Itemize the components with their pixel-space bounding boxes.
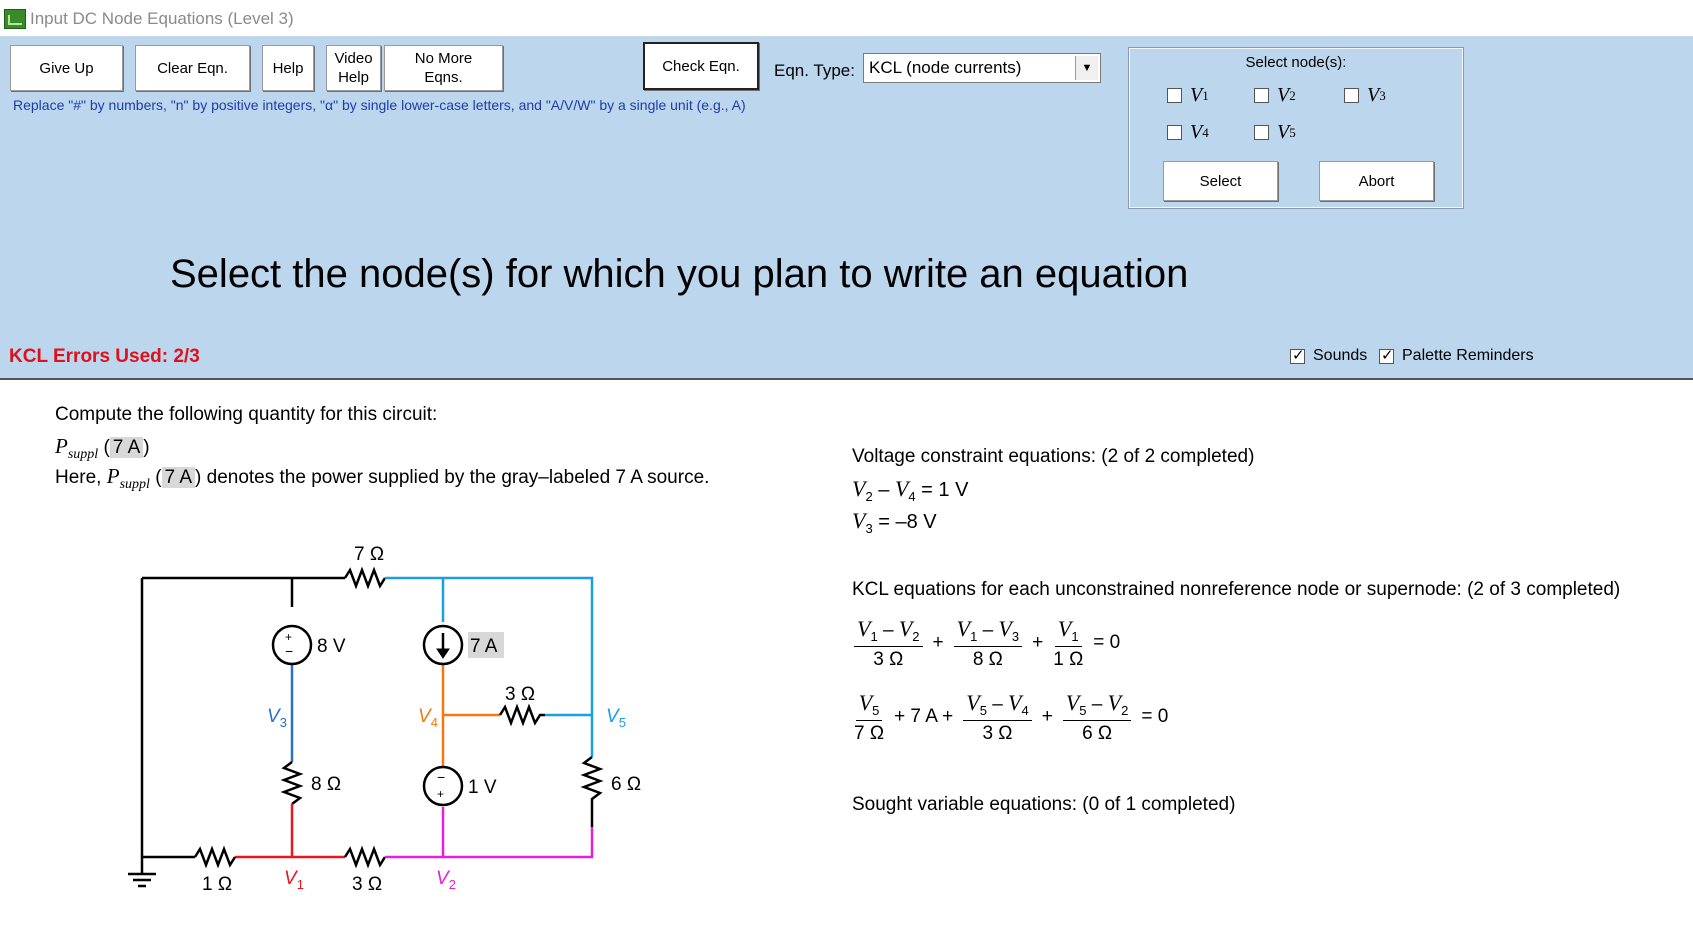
no-more-eqns-button[interactable] <box>384 45 503 91</box>
node-label-v1: $V_1$ <box>284 868 304 892</box>
kcl-eq-1: $\frac{V_1 - V_2}{3 \Omega}$ + $\frac{V_1 - V_3}{8 \Omega}$ + $\frac{V_1}{1 \Omega}$ = 0 <box>848 616 1124 671</box>
ground-icon <box>128 874 156 886</box>
node-checkbox-v2[interactable]: V 2 <box>1254 84 1296 107</box>
wire-left-ground <box>142 578 195 857</box>
node-label-v3: $V_3$ <box>267 706 287 730</box>
resistor-3ohm-bottom <box>345 849 385 865</box>
video-help-label-2: Help <box>338 69 369 86</box>
problem-area <box>0 380 1693 952</box>
checkbox-icon[interactable] <box>1167 88 1182 103</box>
video-help-button[interactable] <box>326 45 381 91</box>
node-label-v5: $V_5$ <box>606 706 626 730</box>
no-more-label-1: No More <box>414 50 473 67</box>
node-checkbox-v4[interactable]: V 4 <box>1167 121 1209 144</box>
circuit-diagram <box>0 532 700 952</box>
wire-v5-top-right <box>385 578 592 757</box>
clear-eqn-button[interactable]: Clear Eqn. <box>135 45 250 91</box>
plus-mark: + <box>437 787 445 801</box>
no-more-label-2: Eqns. <box>424 69 463 86</box>
input-hint: Replace "#" by numbers, "n" by positive integers, "α" by single lower-case letters, and "A/V/W" by a single unit (e.g., A) <box>13 97 746 113</box>
resistor-1ohm <box>195 849 235 865</box>
label-r3-mid: 3 Ω <box>505 684 536 705</box>
check-eqn-button[interactable]: Check Eqn. <box>643 42 759 90</box>
voltage-constraint-eq-2: $V_3 = -8$ V <box>852 508 937 536</box>
resistor-8ohm <box>284 762 300 804</box>
give-up-button[interactable]: Give Up <box>10 45 123 91</box>
sought-quantity: $P_{suppl}$ ( 7 A ) <box>55 434 150 462</box>
select-button[interactable]: Select <box>1163 161 1278 201</box>
checkbox-checked-icon[interactable] <box>1290 349 1305 364</box>
node-checkbox-v3[interactable]: V 3 <box>1344 84 1386 107</box>
eqn-type-label: Eqn. Type: <box>774 61 855 80</box>
node-select-panel <box>1128 47 1464 209</box>
quantity-description: Here, $P_{suppl}$ ( 7 A ) denotes the power supplied by the gray–labeled 7 A source. <box>55 464 710 492</box>
checkbox-icon[interactable] <box>1344 88 1359 103</box>
instruction-text: Select the node(s) for which you plan to write an equation <box>170 252 1189 296</box>
label-r1: 1 Ω <box>202 874 233 895</box>
eqn-type-value: KCL (node currents) <box>869 58 1022 77</box>
wire-v2 <box>385 827 592 857</box>
kcl-heading: KCL equations for each unconstrained nonreference node or supernode: (2 of 3 completed) <box>852 579 1621 600</box>
node-checkbox-v1[interactable]: V 1 <box>1167 84 1209 107</box>
label-8v: 8 V <box>317 636 346 657</box>
checkbox-checked-icon[interactable] <box>1379 349 1394 364</box>
abort-button[interactable]: Abort <box>1319 161 1434 201</box>
sought-variable-heading: Sought variable equations: (0 of 1 completed) <box>852 794 1236 815</box>
help-button[interactable]: Help <box>262 45 314 91</box>
voltage-constraint-heading: Voltage constraint equations: (2 of 2 completed) <box>852 446 1255 467</box>
checkbox-icon[interactable] <box>1254 88 1269 103</box>
app-icon <box>4 9 26 29</box>
chevron-down-icon[interactable]: ▼ <box>1075 56 1098 80</box>
window-title: Input DC Node Equations (Level 3) <box>30 9 294 28</box>
resistor-6ohm <box>584 757 600 827</box>
label-r7: 7 Ω <box>354 544 385 565</box>
control-panel <box>0 37 1693 380</box>
checkbox-icon[interactable] <box>1167 125 1182 140</box>
node-select-title: Select node(s): <box>1245 54 1347 71</box>
label-r8: 8 Ω <box>311 774 342 795</box>
minus-mark: − <box>285 643 294 659</box>
palette-reminders-option[interactable]: ✓ Palette Reminders <box>1379 347 1534 365</box>
minus-mark: − <box>437 769 446 785</box>
eqn-type-select[interactable] <box>863 53 1101 83</box>
label-1v: 1 V <box>468 777 497 798</box>
checkbox-icon[interactable] <box>1254 125 1269 140</box>
node-label-v4: $V_4$ <box>418 706 438 730</box>
voltage-constraint-eq-1: $V_2 - V_4 = 1$ V <box>852 476 969 504</box>
label-7a: 7 A <box>470 636 498 657</box>
label-r6: 6 Ω <box>611 774 642 795</box>
node-label-v2: $V_2$ <box>436 868 456 892</box>
kcl-errors-counter: KCL Errors Used: 2/3 <box>9 346 200 367</box>
resistor-7ohm <box>345 570 385 586</box>
video-help-label-1: Video <box>334 50 373 67</box>
title-bar <box>0 0 1693 37</box>
label-r3-bottom: 3 Ω <box>352 874 383 895</box>
resistor-3ohm-mid <box>500 707 545 723</box>
sounds-option[interactable]: ✓ Sounds <box>1290 347 1367 365</box>
problem-intro: Compute the following quantity for this circuit: <box>55 404 438 425</box>
plus-mark: + <box>285 630 293 644</box>
kcl-eq-2: $\frac{V_5}{7 \Omega}$ + 7 A + $\frac{V_5 - V_4}{3 \Omega}$ + $\frac{V_5 - V_2}{6 \Omega}$ = 0 <box>854 690 1169 744</box>
node-checkbox-v5[interactable]: V 5 <box>1254 121 1296 144</box>
